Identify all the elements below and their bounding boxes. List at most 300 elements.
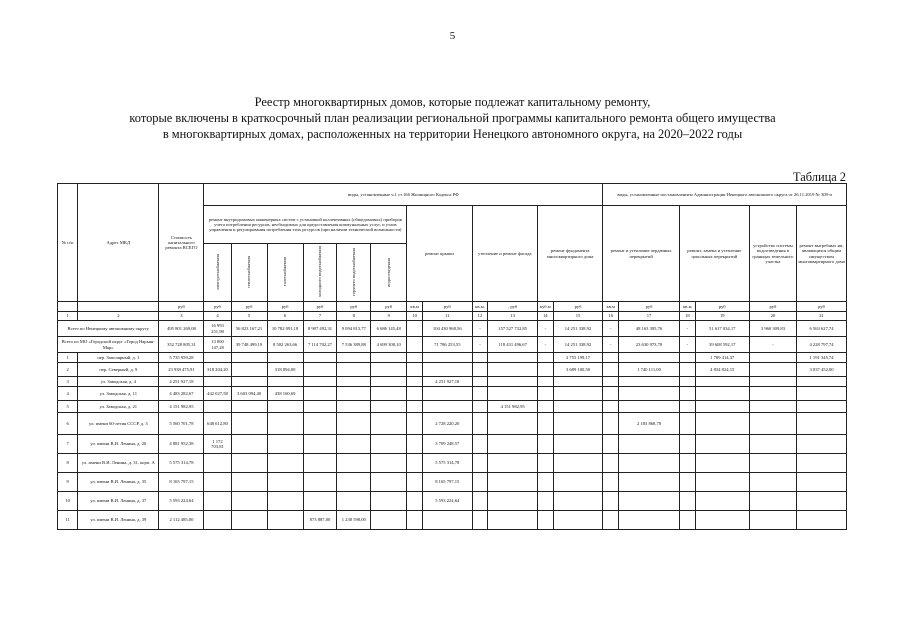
row-value	[679, 511, 695, 530]
row-value	[797, 492, 847, 511]
total-value: 14 251 338,92	[553, 337, 603, 353]
column-number: 16	[603, 312, 619, 321]
row-value	[267, 413, 303, 435]
row-value	[337, 353, 371, 363]
header-attic: ремонт и утепление чердачных перекрытий	[603, 206, 680, 302]
row-value	[488, 511, 538, 530]
row-value: 4 483 282,67	[159, 387, 204, 401]
row-value: 318 204,20	[204, 363, 231, 377]
total-value: 4 228 797,74	[797, 337, 847, 353]
row-value	[371, 353, 407, 363]
row-value	[537, 473, 553, 492]
row-value	[423, 387, 473, 401]
row-value	[371, 454, 407, 473]
row-value	[619, 401, 680, 413]
row-value	[337, 454, 371, 473]
row-value	[303, 492, 337, 511]
row-value	[537, 511, 553, 530]
row-value	[619, 511, 680, 530]
total-value: 4 699 308,10	[371, 337, 407, 353]
total-value	[407, 321, 423, 337]
row-value	[337, 387, 371, 401]
row-value	[231, 377, 267, 387]
row-value	[303, 363, 337, 377]
total-value: -	[472, 321, 488, 337]
row-value	[679, 363, 695, 377]
row-number: 7	[58, 435, 78, 454]
row-value: 2 183 868,78	[619, 413, 680, 435]
row-value	[204, 492, 231, 511]
column-number: 11	[423, 312, 473, 321]
column-number: 18	[679, 312, 695, 321]
row-value	[371, 511, 407, 530]
row-value	[231, 401, 267, 413]
row-value: 5 735 959,28	[159, 353, 204, 363]
row-number: 6	[58, 413, 78, 435]
unit-cell: руб	[797, 302, 847, 312]
row-value	[204, 377, 231, 387]
total-value: 56 823 167,21	[231, 321, 267, 337]
row-value	[797, 401, 847, 413]
unit-cell: руб	[204, 302, 231, 312]
row-value	[797, 387, 847, 401]
row-value	[749, 353, 796, 363]
row-value	[537, 401, 553, 413]
row-value: 1 740 111,00	[619, 363, 680, 377]
total-value: 13 060 147,28	[204, 337, 231, 353]
page-number: 5	[449, 30, 456, 42]
unit-cell: кв.м	[603, 302, 619, 312]
row-value: 2 755 199,17	[553, 353, 603, 363]
row-value	[371, 363, 407, 377]
row-value: 4 251 927,18	[159, 377, 204, 387]
header-roof: ремонт крыши	[407, 206, 472, 302]
unit-cell: руб	[423, 302, 473, 312]
column-number: 17	[619, 312, 680, 321]
total-value: -	[679, 337, 695, 353]
column-number: 9	[371, 312, 407, 321]
table-row	[58, 511, 847, 530]
column-number: 7	[303, 312, 337, 321]
table-row	[58, 454, 847, 473]
row-value	[537, 492, 553, 511]
row-value	[797, 435, 847, 454]
column-number: 15	[553, 312, 603, 321]
row-value	[603, 454, 619, 473]
total-value: 3 960 309,83	[749, 321, 796, 337]
row-value	[267, 435, 303, 454]
row-value	[553, 454, 603, 473]
header-group-zhk: виды, установленные ч.1 ст.166 Жилищного Кодекса РФ	[204, 184, 603, 206]
row-value	[267, 454, 303, 473]
header-electro: электроснабжения	[204, 244, 231, 302]
row-value	[337, 363, 371, 377]
row-value	[537, 413, 553, 435]
row-value	[472, 511, 488, 530]
row-address: ул. Заводская, д. 11	[78, 387, 159, 401]
row-value: 1 191 345,74	[797, 353, 847, 363]
registry-table	[57, 183, 847, 530]
row-value	[603, 492, 619, 511]
row-value	[603, 473, 619, 492]
table-row	[58, 435, 847, 454]
total-value: 7 536 389,88	[337, 337, 371, 353]
unit-cell: руб	[695, 302, 749, 312]
row-value	[695, 511, 749, 530]
total-value: 10 782 091,18	[267, 321, 303, 337]
row-value	[371, 377, 407, 387]
row-value	[407, 401, 423, 413]
row-value	[603, 353, 619, 363]
unit-cell	[78, 302, 159, 312]
row-address: ул. имени В.И. Ленина, д. 35	[78, 473, 159, 492]
total-value: 9 094 813,77	[337, 321, 371, 337]
row-value	[553, 492, 603, 511]
total-value: 104 430 968,56	[423, 321, 473, 337]
row-value	[303, 473, 337, 492]
row-value	[695, 435, 749, 454]
row-value	[267, 473, 303, 492]
row-value: 4 151 982,95	[488, 401, 538, 413]
row-address: пер. Заполярный, д. 1	[78, 353, 159, 363]
header-no: № п/п	[58, 184, 78, 302]
total-value: -	[679, 321, 695, 337]
column-number: 8	[337, 312, 371, 321]
unit-cell: руб	[303, 302, 337, 312]
row-address: ул. имени 60-летия СССР, д. 3	[78, 413, 159, 435]
table-caption: Таблица 2	[793, 170, 846, 184]
total-value: 118 431 496,67	[488, 337, 538, 353]
row-value	[749, 435, 796, 454]
column-number: 14	[537, 312, 553, 321]
row-value	[488, 413, 538, 435]
row-value	[267, 401, 303, 413]
unit-cell: кв.м,	[472, 302, 488, 312]
header-hot-water: горячего водоснабжения	[337, 244, 371, 302]
document-title	[40, 94, 865, 142]
column-number: 12	[472, 312, 488, 321]
header-facade: утепление и ремонт фасада	[472, 206, 537, 302]
header-drainage: водоотведения	[371, 244, 407, 302]
row-value: 1 172 703,81	[204, 435, 231, 454]
row-value	[553, 473, 603, 492]
row-address: ул. имени В.И. Ленина, д. 37	[78, 492, 159, 511]
row-value	[603, 511, 619, 530]
row-value: 648 612,80	[204, 413, 231, 435]
row-value	[553, 511, 603, 530]
row-value	[537, 363, 553, 377]
row-value	[603, 363, 619, 377]
row-value	[695, 377, 749, 387]
row-value	[407, 511, 423, 530]
row-value	[423, 401, 473, 413]
row-address: ул. Заводская, д. 4	[78, 377, 159, 387]
row-value	[231, 363, 267, 377]
row-value: 3 709 248,57	[423, 435, 473, 454]
row-value	[423, 363, 473, 377]
row-value	[407, 473, 423, 492]
row-value	[695, 492, 749, 511]
row-value: 1 789 414,37	[695, 353, 749, 363]
row-value	[488, 353, 538, 363]
total-value: 6 563 627,74	[797, 321, 847, 337]
total-value: -	[537, 321, 553, 337]
header-basement: ремонт, замена и утепление цокольных перекрытий	[679, 206, 749, 302]
row-number: 3	[58, 377, 78, 387]
total-value: 8 502 263,66	[267, 337, 303, 353]
row-value	[371, 401, 407, 413]
total-value: 71 786 253,55	[423, 337, 473, 353]
row-value	[267, 511, 303, 530]
table-row	[58, 353, 847, 363]
row-number: 10	[58, 492, 78, 511]
total-value: 39 748 499,19	[231, 337, 267, 353]
row-value	[679, 492, 695, 511]
row-value: 5 575 314,78	[423, 454, 473, 473]
table-row	[58, 401, 847, 413]
row-value	[472, 387, 488, 401]
row-value	[797, 473, 847, 492]
row-address: ул. имени В.И. Ленина, д. 31, корп. А	[78, 454, 159, 473]
row-value	[488, 377, 538, 387]
table-row	[58, 387, 847, 401]
row-value	[407, 363, 423, 377]
column-number-row	[58, 312, 847, 321]
row-value	[679, 387, 695, 401]
header-cold-water: холодного водоснабжения	[303, 244, 337, 302]
row-value: 438 160,69	[267, 387, 303, 401]
row-value	[204, 454, 231, 473]
row-value	[488, 435, 538, 454]
row-value: 2 728 220,20	[423, 413, 473, 435]
header-engineering: ремонт внутридомовых инженерных систем с установкой коллективных (общедомовых) приборов учета потребления ресурсов, необходимых для предоставления коммунальных услуг, и узлов управления и регулирования потребления этих ресурсов (при наличии технической возможности)	[204, 206, 407, 244]
row-value	[231, 454, 267, 473]
unit-cell: руб	[619, 302, 680, 312]
row-value	[472, 353, 488, 363]
column-number: 4	[204, 312, 231, 321]
header-heat: теплоснабжения	[231, 244, 267, 302]
row-value	[407, 435, 423, 454]
unit-cell: руб	[159, 302, 204, 312]
row-value	[695, 401, 749, 413]
row-value	[749, 387, 796, 401]
row-value	[472, 363, 488, 377]
row-address: ул. имени В.И. Ленина, д. 20	[78, 435, 159, 454]
row-value	[553, 377, 603, 387]
column-number: 13	[488, 312, 538, 321]
row-value	[423, 511, 473, 530]
total-value: -	[472, 337, 488, 353]
total-value: 39 608 592,17	[695, 337, 749, 353]
row-value	[749, 473, 796, 492]
unit-cell: кв.м	[407, 302, 423, 312]
row-value	[619, 377, 680, 387]
row-value	[603, 387, 619, 401]
row-value	[337, 435, 371, 454]
row-value	[204, 511, 231, 530]
row-value: 3 603 094,40	[231, 387, 267, 401]
row-value	[472, 473, 488, 492]
row-value	[472, 377, 488, 387]
unit-cell: кв.м	[679, 302, 695, 312]
table-row	[58, 363, 847, 377]
total-value	[407, 337, 423, 353]
row-value: 4 251 927,18	[423, 377, 473, 387]
row-value	[488, 492, 538, 511]
header-address: Адрес МКД	[78, 184, 159, 302]
row-value	[619, 387, 680, 401]
total-value: -	[603, 321, 619, 337]
row-value	[797, 511, 847, 530]
row-value	[537, 454, 553, 473]
total-value: 14 251 338,92	[553, 321, 603, 337]
row-value: 5 593 224,64	[159, 492, 204, 511]
row-value	[472, 413, 488, 435]
row-value	[749, 492, 796, 511]
row-value	[303, 387, 337, 401]
row-value: 442 027,58	[204, 387, 231, 401]
column-number: 21	[797, 312, 847, 321]
unit-cell: куб.м	[537, 302, 553, 312]
total-value: 495 801 269,08	[159, 321, 204, 337]
row-value: 318 894,00	[267, 363, 303, 377]
row-value	[619, 454, 680, 473]
unit-cell: руб	[267, 302, 303, 312]
row-value	[303, 377, 337, 387]
row-value	[371, 413, 407, 435]
row-number: 9	[58, 473, 78, 492]
total-value: 7 114 702,27	[303, 337, 337, 353]
row-value	[231, 492, 267, 511]
header-water-sys: устройство системы водоотведения в границах земельного участка	[749, 206, 796, 302]
row-value: 4 151 982,95	[159, 401, 204, 413]
total-value: 48 163 395,76	[619, 321, 680, 337]
row-value	[303, 413, 337, 435]
row-number: 1	[58, 353, 78, 363]
row-value	[488, 387, 538, 401]
row-value	[204, 473, 231, 492]
row-value	[472, 401, 488, 413]
row-value	[537, 353, 553, 363]
row-value	[488, 473, 538, 492]
row-value	[303, 435, 337, 454]
total-value: -	[749, 337, 796, 353]
row-value	[337, 473, 371, 492]
row-value: 8 165 797,15	[159, 473, 204, 492]
row-value	[303, 353, 337, 363]
unit-cell: руб	[749, 302, 796, 312]
total-label: Всего по Ненецкому автономному округу	[58, 321, 159, 337]
row-value	[797, 413, 847, 435]
row-value	[407, 387, 423, 401]
table-row	[58, 377, 847, 387]
total-value: 6 686 145,48	[371, 321, 407, 337]
header-cost-total: Стоимость капитального ремонта ВСЕГО	[159, 184, 204, 302]
table-row	[58, 473, 847, 492]
header-water-equip: ремонт выгребных ям, являющихся общим имуществом многоквартирного дома	[797, 206, 847, 302]
row-number: 2	[58, 363, 78, 377]
table-row	[58, 413, 847, 435]
row-value	[797, 454, 847, 473]
unit-cell	[58, 302, 78, 312]
row-value	[797, 377, 847, 387]
row-value	[407, 413, 423, 435]
row-value	[303, 454, 337, 473]
row-value	[695, 387, 749, 401]
column-number: 19	[695, 312, 749, 321]
row-value	[488, 454, 538, 473]
row-value	[371, 435, 407, 454]
column-number: 10	[407, 312, 423, 321]
row-value	[749, 377, 796, 387]
total-value: -	[537, 337, 553, 353]
row-value: 4 834 824,15	[695, 363, 749, 377]
row-number: 4	[58, 387, 78, 401]
row-value	[371, 473, 407, 492]
row-value	[267, 377, 303, 387]
row-value	[679, 435, 695, 454]
title-line-2: которые включены в краткосрочный план реализации региональной программы капитального ремонта общего имущества	[129, 111, 776, 125]
row-value	[619, 435, 680, 454]
row-value: 873 887,00	[303, 511, 337, 530]
total-value: -	[603, 337, 619, 353]
column-number: 2	[78, 312, 159, 321]
unit-cell: руб	[371, 302, 407, 312]
row-value	[603, 435, 619, 454]
row-value	[749, 363, 796, 377]
unit-cell: руб	[553, 302, 603, 312]
row-value	[231, 353, 267, 363]
row-value	[603, 401, 619, 413]
row-value	[337, 377, 371, 387]
row-value	[679, 353, 695, 363]
row-value	[407, 353, 423, 363]
row-value	[679, 413, 695, 435]
column-number: 1	[58, 312, 78, 321]
row-value	[231, 435, 267, 454]
header-gas: газоснабжения	[267, 244, 303, 302]
row-value	[488, 363, 538, 377]
total-value: 16 993 251,98	[204, 321, 231, 337]
total-value: 51 617 034,17	[695, 321, 749, 337]
row-value	[695, 413, 749, 435]
row-value	[695, 454, 749, 473]
row-value	[231, 473, 267, 492]
row-value: 23 938 475,91	[159, 363, 204, 377]
row-number: 11	[58, 511, 78, 530]
row-value	[679, 454, 695, 473]
row-value	[749, 454, 796, 473]
row-value	[267, 492, 303, 511]
row-value	[231, 413, 267, 435]
row-value	[337, 413, 371, 435]
row-value	[749, 401, 796, 413]
row-value	[407, 377, 423, 387]
row-number: 8	[58, 454, 78, 473]
row-value	[679, 377, 695, 387]
total-value: 157 527 732,85	[488, 321, 538, 337]
row-value	[537, 377, 553, 387]
row-value: 8 165 797,15	[423, 473, 473, 492]
total-value: 8 907 492,31	[303, 321, 337, 337]
row-value	[679, 401, 695, 413]
total-row	[58, 337, 847, 353]
row-address: ул. имени В.И. Ленина, д. 39	[78, 511, 159, 530]
row-value: 3 689 100,50	[553, 363, 603, 377]
row-value	[749, 413, 796, 435]
row-value	[204, 353, 231, 363]
row-value: 5 560 701,78	[159, 413, 204, 435]
